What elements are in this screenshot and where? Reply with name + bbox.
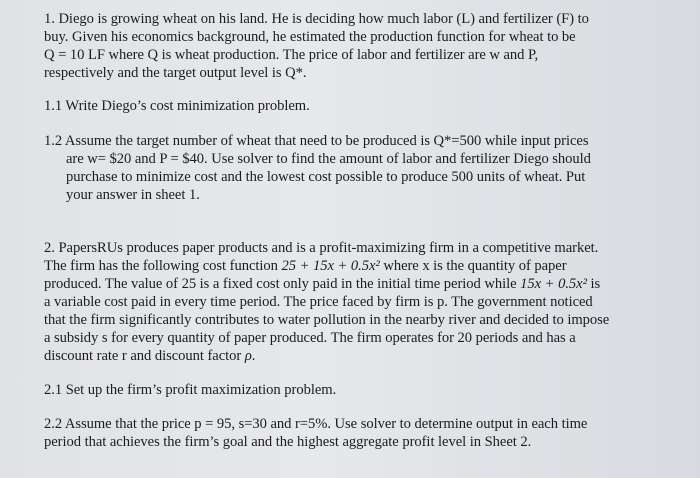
cost-function-formula: 25 + 15x + 0.5x² — [281, 258, 380, 274]
q2-line-3 — [44, 276, 600, 293]
q1-part-2-line-1: 1.2 Assume the target number of wheat that need to be produced is Q*=500 while input prices — [44, 133, 589, 149]
q2-line-1: 2. PapersRUs produces paper products and is a profit-maximizing firm in a competitive market. — [44, 240, 599, 256]
q2-line-2-text-b: where x is the quantity of paper — [379, 258, 567, 274]
q2-line-4: a variable cost paid in every time period. The price faced by firm is p. The government noticed — [44, 294, 593, 310]
q1-line-4: respectively and the target output level is Q*. — [44, 65, 307, 81]
q1-line-1: 1. Diego is growing wheat on his land. He is deciding how much labor (L) and fertilizer (F) to — [44, 11, 589, 27]
q1-part-2-line-4: your answer in sheet 1. — [66, 187, 200, 203]
q1-part-2-line-3: purchase to minimize cost and the lowest cost possible to produce 500 units of wheat. Put — [66, 169, 586, 185]
q2-line-2-text-a: The firm has the following cost function — [44, 258, 282, 274]
q2-part-2-line-2: period that achieves the firm’s goal and the highest aggregate profit level in Sheet 2. — [44, 434, 532, 450]
q2-line-3-text-b: is — [586, 276, 601, 292]
discount-factor-symbol: ρ — [244, 348, 252, 364]
q2-line-6: a subsidy s for every quantity of paper produced. The firm operates for 20 periods and has a — [44, 330, 576, 346]
q2-line-7-text-a: discount rate r and discount factor — [44, 348, 245, 364]
q1-line-2: buy. Given his economics background, he estimated the production function for wheat to be — [44, 29, 576, 45]
q2-line-3-text-a: produced. The value of 25 is a fixed cost only paid in the initial time period while — [44, 276, 521, 292]
q2-line-5: that the firm significantly contributes to water pollution in the nearby river and decided to impose — [44, 312, 610, 328]
q2-line-2 — [44, 258, 567, 275]
q2-part-2-line-1: 2.2 Assume that the price p = 95, s=30 and r=5%. Use solver to determine output in each time — [44, 416, 588, 432]
variable-cost-formula: 15x + 0.5x² — [520, 276, 587, 292]
q2-part-1: 2.1 Set up the firm’s profit maximization problem. — [44, 382, 337, 398]
q2-line-7-text-b: . — [251, 348, 256, 364]
q2-line-7 — [44, 348, 255, 365]
q1-line-3: Q = 10 LF where Q is wheat production. The price of labor and fertilizer are w and P, — [44, 47, 539, 63]
q1-part-1: 1.1 Write Diego’s cost minimization problem. — [44, 98, 310, 114]
q1-part-2-line-2: are w= $20 and P = $40. Use solver to find the amount of labor and fertilizer Diego should — [66, 151, 591, 167]
